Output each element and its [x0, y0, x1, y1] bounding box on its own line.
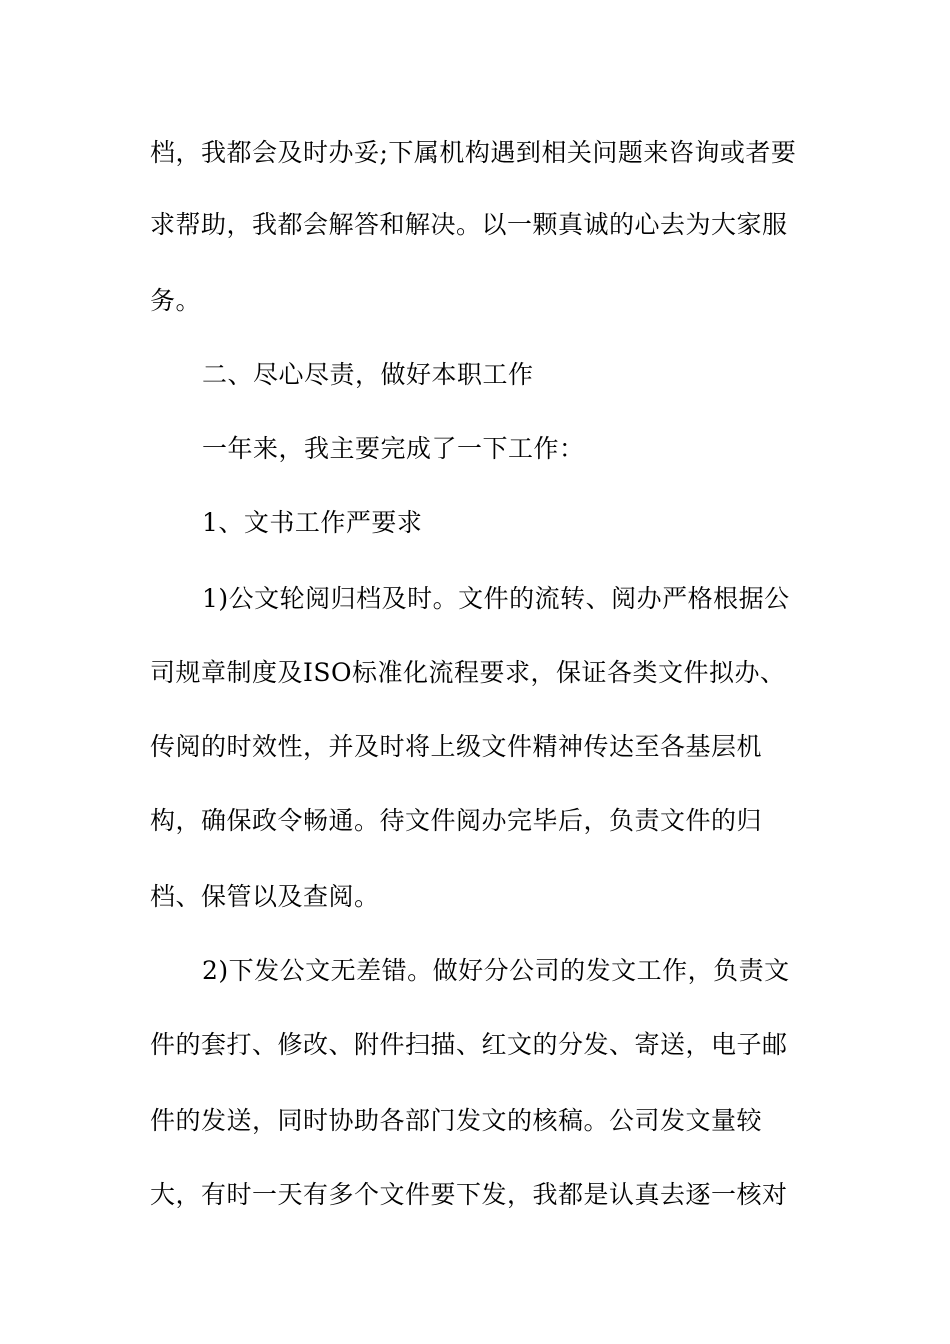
text-line: 档，我都会及时办妥;下属机构遇到相关问题来咨询或者要 — [150, 138, 797, 167]
text-line: 1)公文轮阅归档及时。文件的流转、阅办严格根据公 — [202, 584, 790, 613]
text-line: 2)下发公文无差错。做好分公司的发文工作，负责文 — [202, 956, 790, 985]
text-line: 一年来，我主要完成了一下工作： — [202, 434, 585, 463]
text-line: 大，有时一天有多个文件要下发，我都是认真去逐一核对 — [150, 1180, 788, 1209]
text-line: 传阅的时效性，并及时将上级文件精神传达至各基层机 — [150, 732, 763, 761]
text-line: 司规章制度及ISO标准化流程要求，保证各类文件拟办、 — [150, 658, 786, 687]
text-line: 档、保管以及查阅。 — [150, 882, 380, 911]
subsection-heading: 1、文书工作严要求 — [202, 508, 423, 537]
text-line: 求帮助，我都会解答和解决。以一颗真诚的心去为大家服 — [150, 210, 788, 239]
text-line: 务。 — [150, 286, 202, 315]
section-heading: 二、尽心尽责，做好本职工作 — [202, 360, 534, 389]
text-line: 件的发送，同时协助各部门发文的核稿。公司发文量较 — [150, 1106, 763, 1135]
text-line: 构，确保政令畅通。待文件阅办完毕后，负责文件的归 — [150, 806, 763, 835]
text-line: 件的套打、修改、附件扫描、红文的分发、寄送，电子邮 — [150, 1030, 788, 1059]
